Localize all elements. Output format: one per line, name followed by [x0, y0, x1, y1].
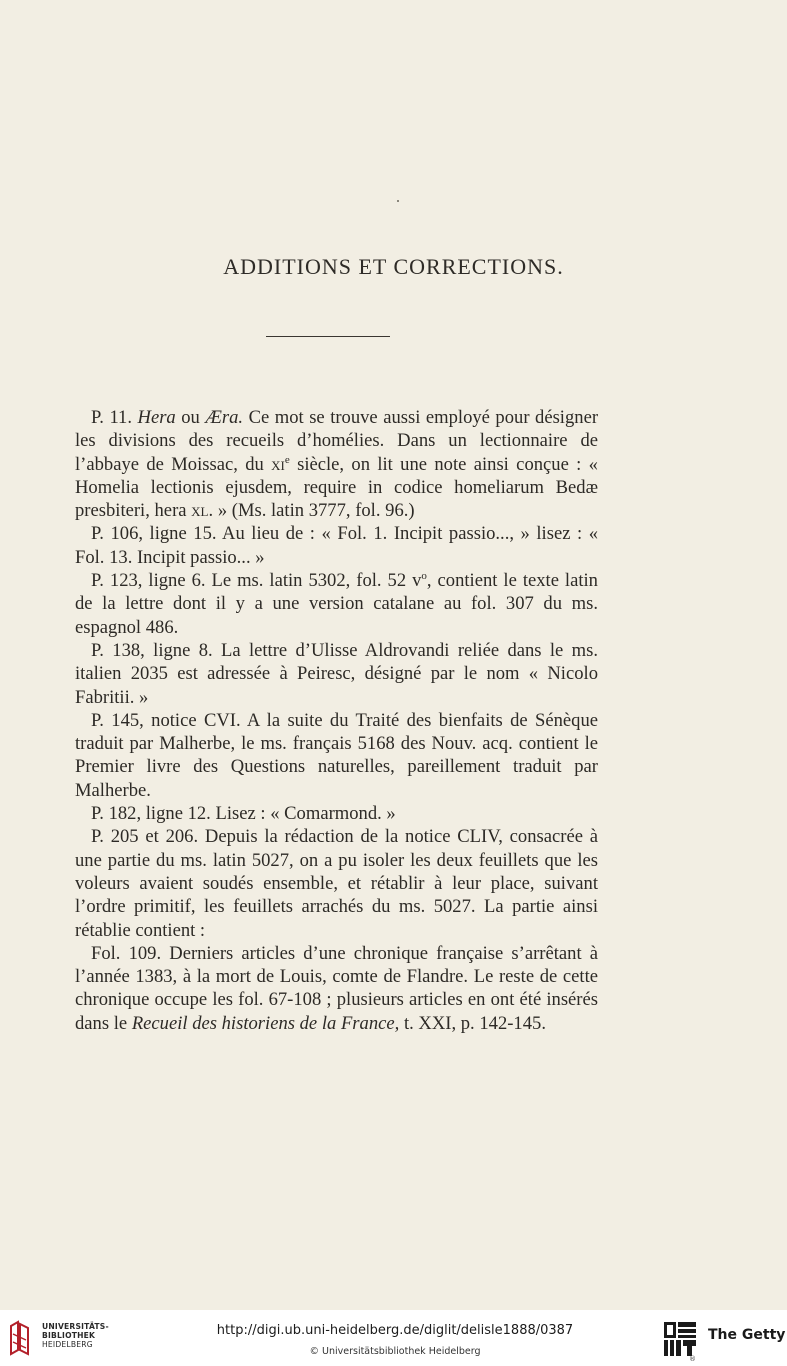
registered-mark: ®	[689, 1355, 696, 1363]
page-title: ADDITIONS ET CORRECTIONS.	[223, 254, 564, 279]
speck	[397, 200, 399, 202]
getty-name: The Getty	[708, 1327, 786, 1343]
text-segment: t. XXI, p. 142-145.	[399, 1012, 546, 1034]
text-segment: , contient le texte latin de la lettre dont il y a une version catalane au fol. 307 du ms. espagnol 486.	[75, 570, 598, 638]
paragraph	[75, 522, 598, 569]
paragraph	[75, 709, 598, 802]
paragraph	[75, 406, 598, 522]
library-name-line3: HEIDELBERG	[42, 1340, 93, 1349]
text-segment: P. 205 et 206. Depuis la rédaction de la notice CLIV, consacrée à une partie du ms. latin 5027, on a pu isoler les deux feuillets que les voleurs avaient soudés ensemble, et rétablir à leur place, suivant l’ordre primitif, les feuillets arrachés du ms. 5027. La partie ainsi rétablie contient :	[75, 826, 598, 941]
text-segment: P. 11.	[91, 407, 138, 428]
text-segment: P. 145, notice CVI. A la suite du Traité des bienfaits de Sénèque traduit par Malherbe, le ms. français 5168 des Nouv. acq. contient le Premier livre des Questions naturelles, pareillement traduit par Malherbe.	[75, 709, 598, 801]
library-name-line2: BIBLIOTHEK	[42, 1331, 96, 1340]
text-segment: Recueil des historiens de la France,	[131, 1012, 400, 1034]
title-rule	[266, 336, 390, 337]
text-segment: Hera	[137, 407, 176, 428]
text-segment: Æra.	[205, 407, 244, 428]
text-segment: e	[284, 453, 290, 466]
library-name	[42, 1322, 109, 1349]
paragraph	[75, 802, 598, 825]
paragraph	[75, 942, 598, 1035]
footer-bar	[0, 1310, 787, 1366]
paragraph	[75, 639, 598, 709]
text-segment: P. 182, ligne 12. Lisez : « Comarmond. »	[91, 803, 396, 825]
text-segment: ou	[175, 407, 206, 428]
text-segment: P. 123, ligne 6. Le ms. latin 5302, fol. 52 v	[91, 570, 422, 592]
permalink-url[interactable]: http://digi.ub.uni-heidelberg.de/diglit/delisle1888/0387	[216, 1323, 574, 1338]
body-text	[75, 406, 598, 1035]
text-segment: o	[421, 569, 427, 582]
text-segment: Ce mot se trouve aussi employé pour désigner les divisions des recueils d’homélies. Dans un lectionnaire de l’abbaye de Moissac, du	[75, 407, 599, 475]
text-segment: xi	[271, 453, 285, 475]
text-segment: Fol. 109. Derniers articles d’une chronique française s’arrêtant à l’année 1383, à la mort de Louis, comte de Flandre. Le reste de cette chronique occupe les fol. 67-108 ; plusieurs articles en ont été insérés dans le	[75, 942, 598, 1034]
text-segment: P. 138, ligne 8. La lettre d’Ulisse Aldrovandi reliée dans le ms. italien 2035 est adressée à Peiresc, désigné par le nom « Nicolo Fabritii. »	[75, 639, 598, 708]
library-name-line1: UNIVERSITÄTS-	[42, 1322, 109, 1331]
text-segment: xl	[191, 500, 209, 522]
university-library-logo-icon	[8, 1320, 36, 1356]
getty-logo-icon	[662, 1320, 698, 1358]
paragraph	[75, 825, 598, 941]
copyright-notice: © Universitätsbibliothek Heidelberg	[309, 1346, 481, 1357]
text-segment: P. 106, ligne 15. Au lieu de : « Fol. 1. Incipit passio..., » lisez : « Fol. 13. Incipit passio... »	[75, 523, 598, 568]
text-segment: . » (Ms. latin 3777, fol. 96.)	[208, 500, 415, 522]
text-segment: siècle, on lit une note ainsi conçue : « Homelia lectionis ejusdem, require in codice homeliarum Bedæ presbiteri, hera	[75, 453, 598, 522]
paragraph	[75, 569, 598, 639]
